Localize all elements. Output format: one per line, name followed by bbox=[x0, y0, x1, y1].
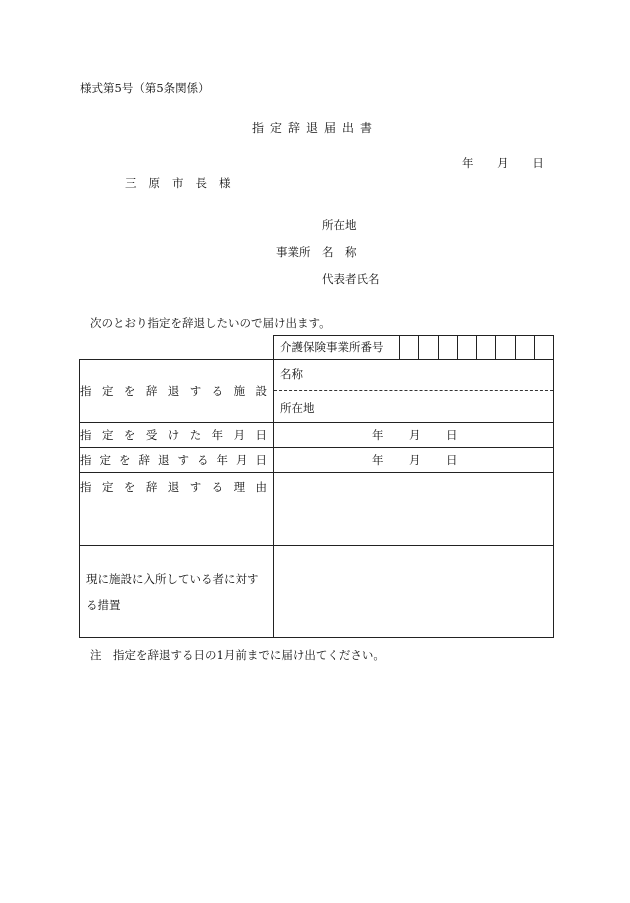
date-day: 日 bbox=[532, 156, 544, 170]
applicant-office-name-label: 事業所 名 称 bbox=[276, 245, 357, 259]
blank-cell bbox=[80, 336, 274, 360]
measures-label-line: 現に施設に入所している者に対す bbox=[86, 571, 259, 586]
office-number-digit[interactable] bbox=[535, 336, 553, 359]
ymd-year: 年 bbox=[372, 428, 384, 442]
applicant-address-label: 所在地 bbox=[322, 218, 357, 232]
withdraw-date-field[interactable] bbox=[274, 448, 554, 473]
table-row bbox=[80, 448, 554, 473]
office-number-label: 介護保険事業所番号 bbox=[274, 336, 400, 359]
facility-address-field[interactable]: 所在地 bbox=[280, 401, 315, 415]
page-title: 指定辞退届出書 bbox=[251, 121, 378, 135]
addressee: 三原市長様 bbox=[125, 176, 243, 190]
table-row bbox=[80, 360, 554, 423]
designated-date-field[interactable] bbox=[274, 423, 554, 448]
ymd-month: 月 bbox=[409, 453, 421, 467]
office-number-digit[interactable] bbox=[496, 336, 515, 359]
office-number-cell bbox=[274, 336, 554, 360]
measures-field[interactable] bbox=[274, 546, 554, 638]
ymd-year: 年 bbox=[372, 453, 384, 467]
office-number-digit[interactable] bbox=[516, 336, 535, 359]
form-id: 様式第5号（第5条関係） bbox=[80, 81, 210, 95]
ymd-day: 日 bbox=[446, 453, 458, 467]
measures-label bbox=[80, 546, 274, 638]
office-number-digit[interactable] bbox=[439, 336, 458, 359]
reason-field[interactable] bbox=[274, 473, 554, 546]
facility-cell bbox=[274, 360, 554, 423]
intro-text: 次のとおり指定を辞退したいので届け出ます。 bbox=[90, 316, 331, 330]
withdrawal-form-table bbox=[79, 335, 554, 638]
submission-date bbox=[462, 155, 544, 171]
facility-row-label bbox=[80, 360, 274, 423]
footnote: 注 指定を辞退する日の1月前までに届け出てください。 bbox=[90, 648, 385, 662]
office-number-digit[interactable] bbox=[400, 336, 419, 359]
table-row bbox=[80, 473, 554, 546]
ymd-day: 日 bbox=[446, 428, 458, 442]
table-row bbox=[80, 423, 554, 448]
table-row bbox=[80, 546, 554, 638]
office-number-digit[interactable] bbox=[458, 336, 477, 359]
ymd-month: 月 bbox=[409, 428, 421, 442]
office-number-digit[interactable] bbox=[477, 336, 496, 359]
date-month: 月 bbox=[497, 156, 509, 170]
reason-label: 指 定 を 辞 退 す る 理 由 bbox=[80, 473, 274, 546]
designated-date-label: 指 定 を 受 け た 年 月 日 bbox=[80, 423, 274, 448]
office-number-digit[interactable] bbox=[419, 336, 438, 359]
applicant-representative-label: 代表者氏名 bbox=[322, 272, 380, 286]
facility-name-field[interactable]: 名称 bbox=[274, 360, 553, 391]
table-row bbox=[80, 336, 554, 360]
date-year: 年 bbox=[462, 156, 474, 170]
withdraw-date-label: 指 定 を 辞 退 す る 年 月 日 bbox=[80, 448, 274, 473]
spread-label: 指 定 を 辞 退 す る 施 設 bbox=[80, 384, 267, 398]
measures-label-line: る措置 bbox=[86, 597, 121, 612]
